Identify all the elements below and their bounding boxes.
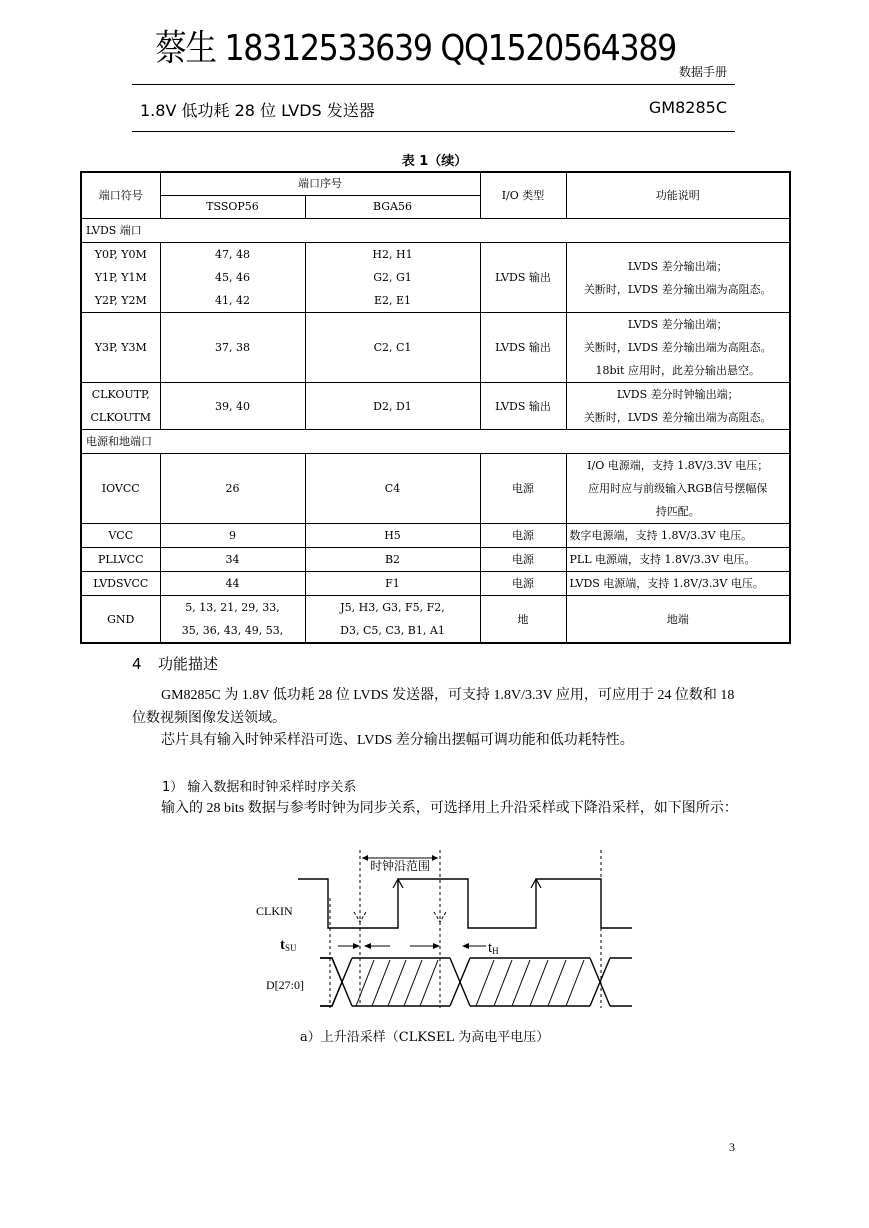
doc-type-label: 数据手册 — [678, 65, 727, 79]
cell-tssop: 37, 38 — [160, 313, 305, 383]
cell-desc: LVDS 电源端，支持 1.8V/3.3V 电压。 — [566, 572, 790, 596]
cell-tssop: 34 — [160, 548, 305, 572]
section-heading — [132, 653, 218, 674]
cell-bga: F1 — [305, 572, 480, 596]
page-number: 3 — [729, 1140, 735, 1154]
cell-io: 电源 — [480, 454, 566, 524]
data-transition-1 — [320, 958, 352, 1006]
th-left-head — [433, 943, 440, 949]
header-function: 功能说明 — [566, 172, 790, 219]
cell-tssop: 5, 13, 21, 29, 33, 35, 36, 43, 49, 53, — [160, 596, 305, 644]
table-row — [81, 572, 790, 596]
tsu-label: tSU — [280, 937, 297, 953]
table-header-row — [81, 172, 790, 196]
sample-markers — [354, 912, 446, 922]
header-bga: BGA56 — [305, 196, 480, 219]
th-label: tH — [488, 940, 499, 956]
cell-symbol: GND — [81, 596, 160, 644]
clk-label: CLKIN — [256, 904, 293, 918]
cell-symbol: IOVCC — [81, 454, 160, 524]
part-number: GM8285C — [648, 98, 727, 117]
cell-desc: LVDS 差分输出端； 关断时，LVDS 差分输出端为高阻态。 18bit 应用时，此差分输出悬空。 — [566, 313, 790, 383]
subsection-heading: 1） 输入数据和时钟采样时序关系 — [162, 780, 357, 795]
cell-bga: C4 — [305, 454, 480, 524]
tsu-arrow-head — [353, 943, 360, 949]
diagram-caption: a）上升沿采样（CLKSEL 为高电平电压） — [300, 1030, 550, 1045]
section-label: LVDS 端口 — [81, 219, 790, 243]
table-row — [81, 524, 790, 548]
section-title: 功能描述 — [158, 655, 219, 673]
clk-waveform — [298, 879, 632, 928]
cell-symbol: Y0P, Y0M Y1P, Y1M Y2P, Y2M — [81, 243, 160, 313]
table-caption: 表 1（续） — [401, 154, 468, 169]
data-label: D[27:0] — [266, 978, 304, 992]
cell-tssop: 9 — [160, 524, 305, 548]
cell-io: 电源 — [480, 548, 566, 572]
cell-tssop: 47, 48 45, 46 41, 42 — [160, 243, 305, 313]
header-io-type: I/O 类型 — [480, 172, 566, 219]
cell-io: 电源 — [480, 572, 566, 596]
paragraph-features: 芯片具有输入时钟采样沿可选、LVDS 差分输出摆幅可调功能和低功耗特性。 — [161, 733, 634, 748]
data-transition-3 — [590, 958, 632, 1006]
cell-bga: D2, D1 — [305, 383, 480, 430]
data-transition-2 — [450, 958, 470, 1006]
cell-desc: I/O 电源端，支持 1.8V/3.3V 电压； 应用时应与前级输入RGB信号摆幅保 持匹配。 — [566, 454, 790, 524]
section-number: 4 — [132, 655, 142, 673]
clk-rise-arrows — [393, 879, 541, 888]
cell-desc: 数字电源端，支持 1.8V/3.3V 电压。 — [566, 524, 790, 548]
table-row — [81, 243, 790, 313]
table-row — [81, 596, 790, 644]
cell-bga: H5 — [305, 524, 480, 548]
cell-bga: J5, H3, G3, F5, F2, D3, C5, C3, B1, A1 — [305, 596, 480, 644]
cell-io: 电源 — [480, 524, 566, 548]
cell-bga: C2, C1 — [305, 313, 480, 383]
data-edge-left — [320, 958, 342, 1006]
cell-symbol: VCC — [81, 524, 160, 548]
data-hatch-1 — [356, 960, 438, 1006]
table-row — [81, 313, 790, 383]
timing-diagram — [250, 848, 650, 1020]
doc-title: 1.8V 低功耗 28 位 LVDS 发送器 — [140, 101, 375, 120]
table-row — [81, 454, 790, 524]
th-arrow-head — [462, 943, 469, 949]
paragraph-overview: GM8285C 为 1.8V 低功耗 28 位 LVDS 发送器，可支持 1.8V/3.3V 应用，可应用于 24 位数和 18 位数视频图像发送领域。 — [132, 688, 735, 726]
cell-desc: 地端 — [566, 596, 790, 644]
table-row — [81, 383, 790, 430]
section-row — [81, 430, 790, 454]
cell-symbol: PLLVCC — [81, 548, 160, 572]
header-pin-symbol: 端口符号 — [81, 172, 160, 219]
tsu-range-head — [364, 943, 371, 949]
paragraph-sampling: 输入的 28 bits 数据与参考时钟为同步关系，可选择用上升沿采样或下降沿采样，如下图所示： — [161, 801, 738, 816]
cell-desc: LVDS 差分时钟输出端； 关断时，LVDS 差分输出端为高阻态。 — [566, 383, 790, 430]
window-label: 时钟沿范围 — [369, 859, 431, 873]
cell-desc: PLL 电源端，支持 1.8V/3.3V 电压。 — [566, 548, 790, 572]
cell-tssop: 26 — [160, 454, 305, 524]
cell-bga: B2 — [305, 548, 480, 572]
data-hatch-2 — [476, 960, 584, 1006]
cell-symbol: Y3P, Y3M — [81, 313, 160, 383]
cell-io: LVDS 输出 — [480, 383, 566, 430]
cell-io: LVDS 输出 — [480, 243, 566, 313]
header-tssop: TSSOP56 — [160, 196, 305, 219]
pin-table — [80, 171, 791, 644]
cell-symbol: CLKOUTP, CLKOUTM — [81, 383, 160, 430]
section-row — [81, 219, 790, 243]
cell-bga: H2, H1 G2, G1 E2, E1 — [305, 243, 480, 313]
cell-tssop: 39, 40 — [160, 383, 305, 430]
cell-io: 地 — [480, 596, 566, 644]
header-rule-bottom — [132, 131, 735, 132]
cell-io: LVDS 输出 — [480, 313, 566, 383]
watermark-contact: 蔡生 18312533639 QQ1520564389 — [155, 28, 677, 69]
cell-symbol: LVDSVCC — [81, 572, 160, 596]
table-row — [81, 548, 790, 572]
cell-desc: LVDS 差分输出端； 关断时，LVDS 差分输出端为高阻态。 — [566, 243, 790, 313]
header-rule-top — [132, 84, 735, 85]
section-label: 电源和地端口 — [81, 430, 790, 454]
cell-tssop: 44 — [160, 572, 305, 596]
header-pin-number: 端口序号 — [160, 172, 480, 196]
